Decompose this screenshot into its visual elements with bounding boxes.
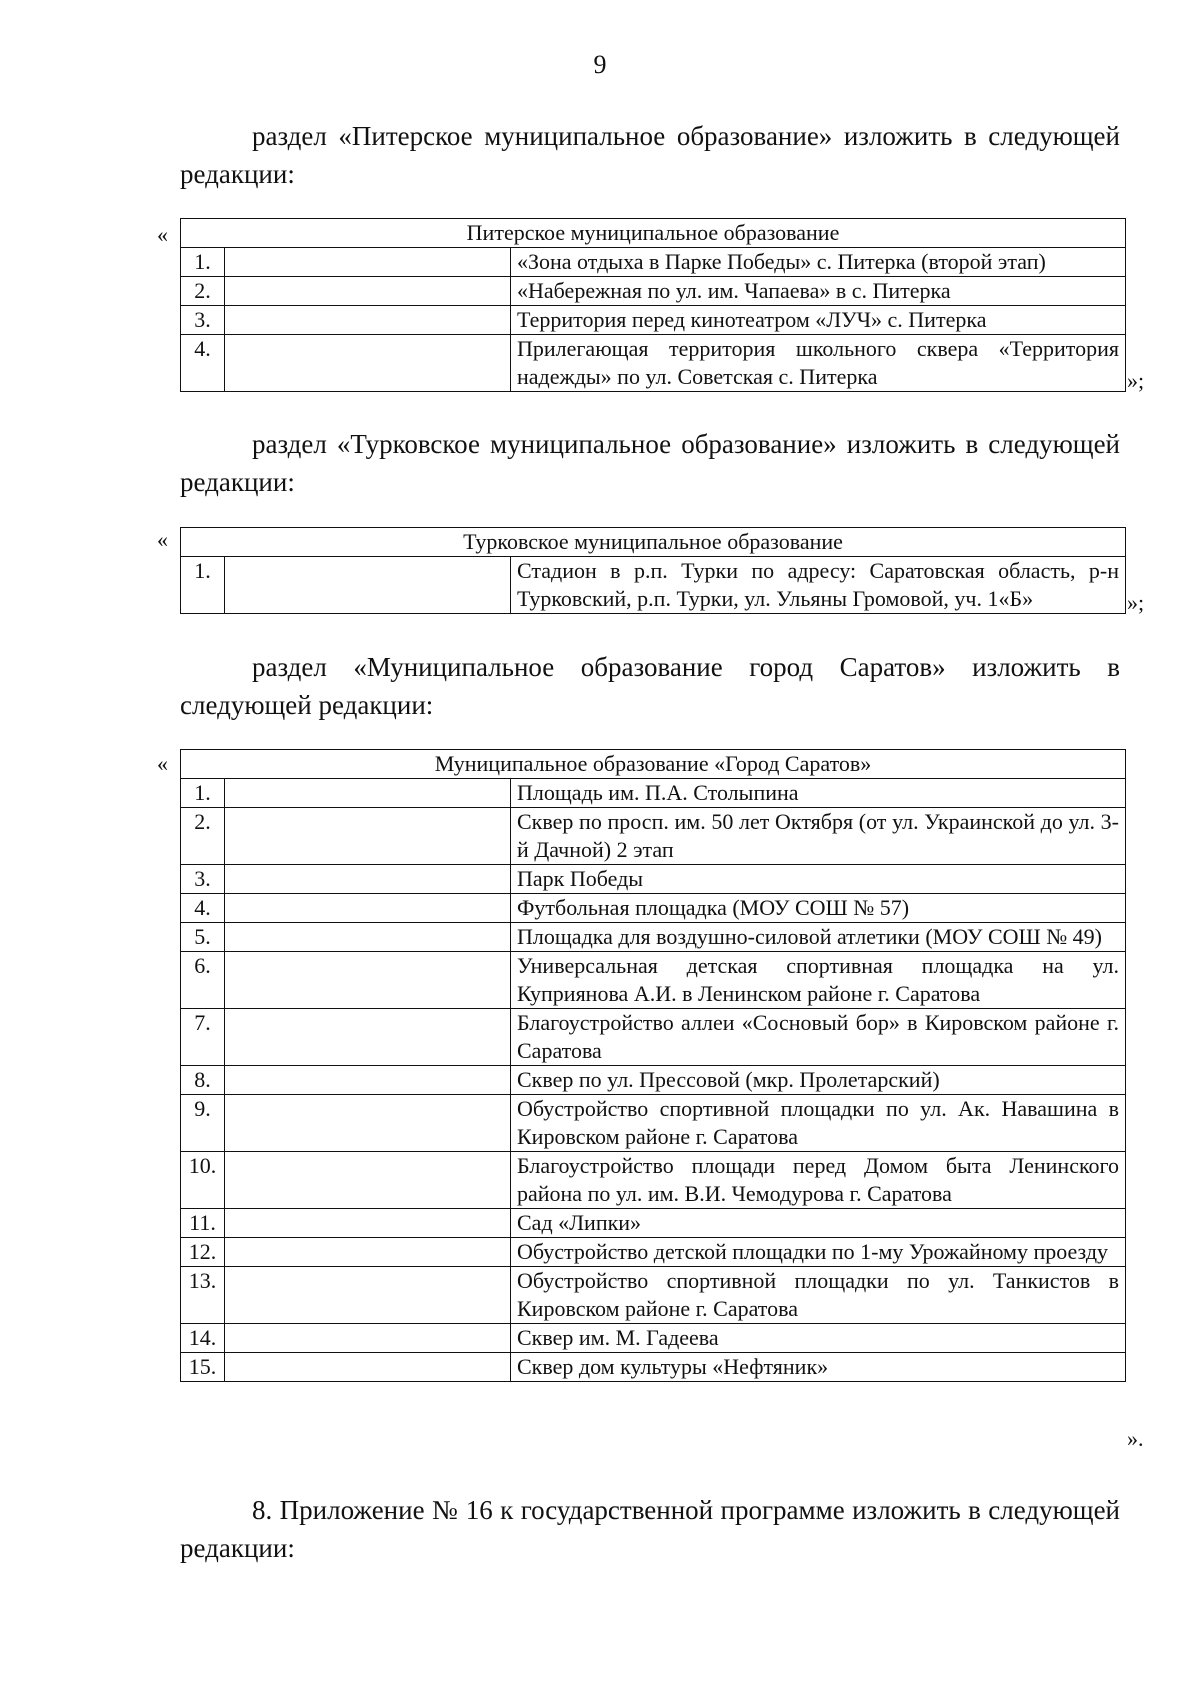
section3-table-header: Муниципальное образование «Город Саратов» bbox=[181, 750, 1126, 779]
section3-open-quote: « bbox=[157, 751, 168, 776]
table-row bbox=[181, 1324, 1126, 1353]
closing-paragraph: 8. Приложение № 16 к государственной программе изложить в следующей редакции: bbox=[180, 1495, 1120, 1563]
row-number: 9. bbox=[181, 1095, 225, 1152]
row-object-name: Сквер по ул. Прессовой (мкр. Пролетарский) bbox=[511, 1066, 1126, 1095]
row-object-name: Благоустройство площади перед Домом быта Ленинского района по ул. им. В.И. Чемодурова г. Саратова bbox=[511, 1152, 1126, 1209]
section2-table bbox=[180, 527, 1126, 614]
table-row bbox=[181, 1066, 1126, 1095]
row-empty-cell bbox=[225, 1209, 511, 1238]
table-row bbox=[181, 894, 1126, 923]
row-number: 7. bbox=[181, 1009, 225, 1066]
row-number: 12. bbox=[181, 1238, 225, 1267]
row-object-name: Прилегающая территория школьного сквера «Территория надежды» по ул. Советская с. Питерка bbox=[511, 335, 1126, 392]
section1-intro: раздел «Питерское муниципальное образование» изложить в следующей редакции: bbox=[180, 121, 1120, 189]
section1-close-quote: »; bbox=[1127, 368, 1145, 393]
row-empty-cell bbox=[225, 1095, 511, 1152]
section3-close-quote: ». bbox=[1127, 1426, 1144, 1451]
section1-table bbox=[180, 218, 1126, 392]
row-object-name: Сад «Липки» bbox=[511, 1209, 1126, 1238]
row-object-name: Парк Победы bbox=[511, 865, 1126, 894]
row-number: 3. bbox=[181, 306, 225, 335]
row-object-name: Универсальная детская спортивная площадка на ул. Куприянова А.И. в Ленинском районе г. Саратова bbox=[511, 952, 1126, 1009]
table-row bbox=[181, 557, 1126, 614]
table-row bbox=[181, 1238, 1126, 1267]
row-empty-cell bbox=[225, 1066, 511, 1095]
section2-rows bbox=[181, 557, 1126, 614]
row-object-name: Стадион в р.п. Турки по адресу: Саратовская область, р-н Турковский, р.п. Турки, ул. Ульяны Громовой, уч. 1«Б» bbox=[511, 557, 1126, 614]
row-empty-cell bbox=[225, 952, 511, 1009]
table-row bbox=[181, 1267, 1126, 1324]
row-number: 8. bbox=[181, 1066, 225, 1095]
row-object-name: Сквер по просп. им. 50 лет Октября (от ул. Украинской до ул. 3-й Дачной) 2 этап bbox=[511, 808, 1126, 865]
table-row bbox=[181, 779, 1126, 808]
table-row bbox=[181, 865, 1126, 894]
table-row bbox=[181, 923, 1126, 952]
section3-rows bbox=[181, 779, 1126, 1382]
row-empty-cell bbox=[225, 277, 511, 306]
row-object-name: Территория перед кинотеатром «ЛУЧ» с. Питерка bbox=[511, 306, 1126, 335]
row-empty-cell bbox=[225, 1267, 511, 1324]
row-empty-cell bbox=[225, 1353, 511, 1382]
section2-table-header: Турковское муниципальное образование bbox=[181, 528, 1126, 557]
row-number: 4. bbox=[181, 335, 225, 392]
section1-table-header: Питерское муниципальное образование bbox=[181, 219, 1126, 248]
section1-rows bbox=[181, 248, 1126, 392]
row-empty-cell bbox=[225, 894, 511, 923]
row-number: 5. bbox=[181, 923, 225, 952]
row-number: 15. bbox=[181, 1353, 225, 1382]
row-object-name: Сквер им. М. Гадеева bbox=[511, 1324, 1126, 1353]
row-object-name: Площадь им. П.А. Столыпина bbox=[511, 779, 1126, 808]
row-object-name: Благоустройство аллеи «Сосновый бор» в Кировском районе г. Саратова bbox=[511, 1009, 1126, 1066]
row-empty-cell bbox=[225, 1009, 511, 1066]
table-row bbox=[181, 1152, 1126, 1209]
row-object-name: Сквер дом культуры «Нефтяник» bbox=[511, 1353, 1126, 1382]
row-object-name: «Набережная по ул. им. Чапаева» в с. Питерка bbox=[511, 277, 1126, 306]
row-empty-cell bbox=[225, 1238, 511, 1267]
row-number: 2. bbox=[181, 277, 225, 306]
row-number: 13. bbox=[181, 1267, 225, 1324]
table-row bbox=[181, 1009, 1126, 1066]
row-empty-cell bbox=[225, 1324, 511, 1353]
row-number: 4. bbox=[181, 894, 225, 923]
row-number: 14. bbox=[181, 1324, 225, 1353]
row-empty-cell bbox=[225, 808, 511, 865]
row-number: 1. bbox=[181, 248, 225, 277]
row-object-name: «Зона отдыха в Парке Победы» с. Питерка (второй этап) bbox=[511, 248, 1126, 277]
table-row bbox=[181, 1209, 1126, 1238]
row-object-name: Обустройство спортивной площадки по ул. Ак. Навашина в Кировском районе г. Саратова bbox=[511, 1095, 1126, 1152]
table-row bbox=[181, 277, 1126, 306]
table-row bbox=[181, 335, 1126, 392]
row-empty-cell bbox=[225, 923, 511, 952]
section2-intro: раздел «Турковское муниципальное образование» изложить в следующей редакции: bbox=[180, 429, 1120, 497]
section2-close-quote: »; bbox=[1127, 590, 1145, 615]
row-empty-cell bbox=[225, 335, 511, 392]
section3-table bbox=[180, 749, 1126, 1382]
table-row bbox=[181, 1095, 1126, 1152]
row-empty-cell bbox=[225, 306, 511, 335]
row-object-name: Обустройство детской площадки по 1-му Урожайному проезду bbox=[511, 1238, 1126, 1267]
row-number: 6. bbox=[181, 952, 225, 1009]
table-row bbox=[181, 1353, 1126, 1382]
row-number: 10. bbox=[181, 1152, 225, 1209]
section2-open-quote: « bbox=[157, 527, 168, 552]
row-object-name: Футбольная площадка (МОУ СОШ № 57) bbox=[511, 894, 1126, 923]
table-row bbox=[181, 248, 1126, 277]
row-number: 2. bbox=[181, 808, 225, 865]
section3-intro: раздел «Муниципальное образование город Саратов» изложить в следующей редакции: bbox=[180, 652, 1120, 720]
table-row bbox=[181, 306, 1126, 335]
row-number: 1. bbox=[181, 779, 225, 808]
table-row bbox=[181, 952, 1126, 1009]
row-empty-cell bbox=[225, 779, 511, 808]
page-number: 9 bbox=[593, 50, 607, 79]
row-number: 3. bbox=[181, 865, 225, 894]
row-empty-cell bbox=[225, 865, 511, 894]
row-object-name: Обустройство спортивной площадки по ул. Танкистов в Кировском районе г. Саратова bbox=[511, 1267, 1126, 1324]
section1-open-quote: « bbox=[157, 222, 168, 247]
row-number: 1. bbox=[181, 557, 225, 614]
row-empty-cell bbox=[225, 1152, 511, 1209]
row-object-name: Площадка для воздушно-силовой атлетики (МОУ СОШ № 49) bbox=[511, 923, 1126, 952]
table-row bbox=[181, 808, 1126, 865]
row-number: 11. bbox=[181, 1209, 225, 1238]
row-empty-cell bbox=[225, 248, 511, 277]
row-empty-cell bbox=[225, 557, 511, 614]
